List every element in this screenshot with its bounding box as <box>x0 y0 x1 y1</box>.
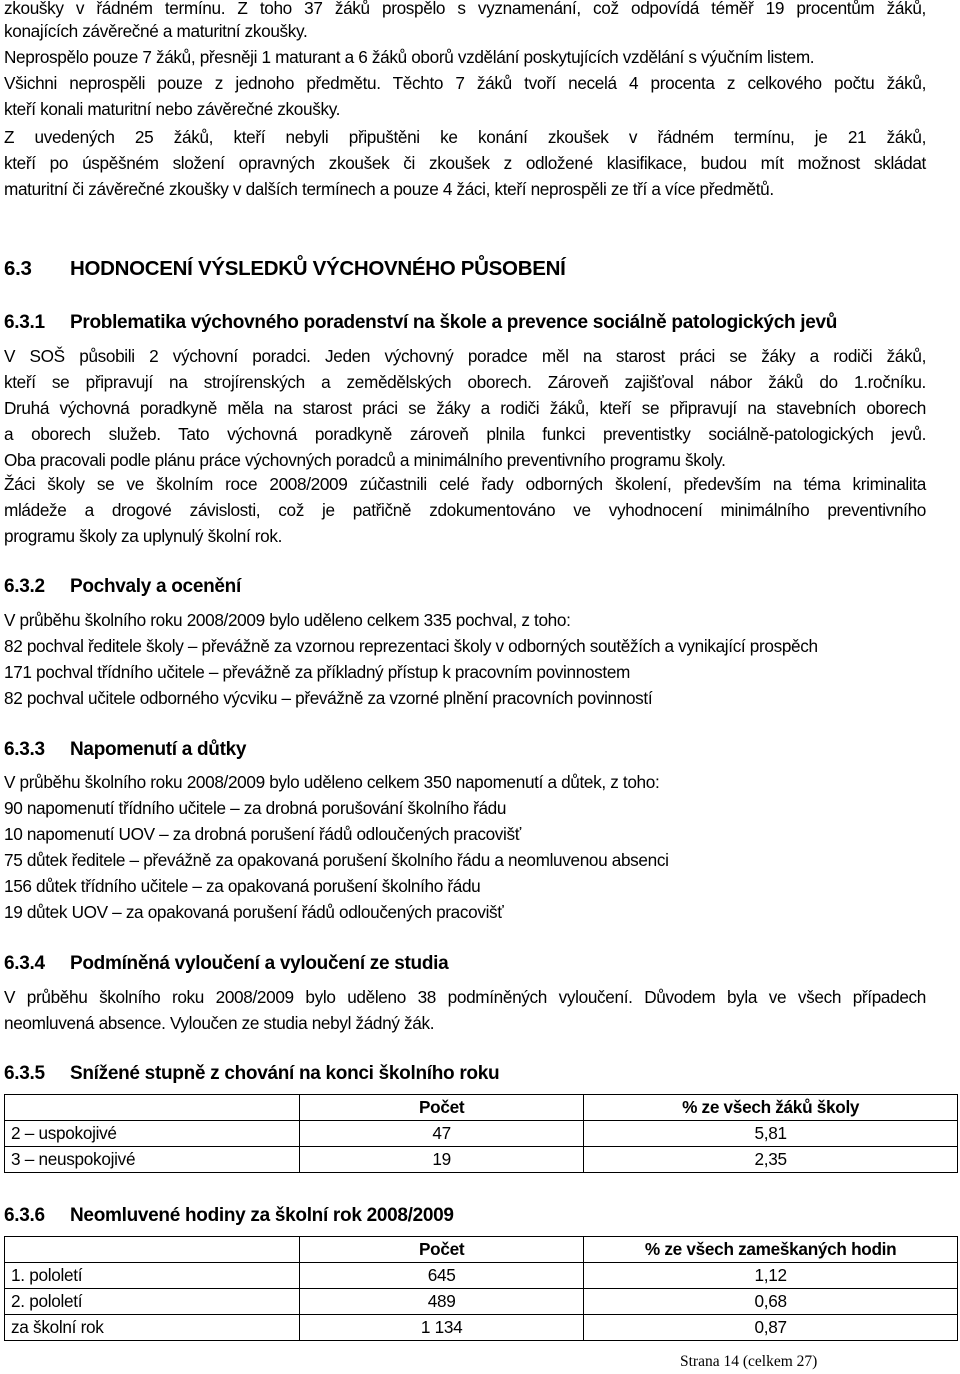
table-cell: 1. pololetí <box>5 1263 300 1289</box>
text-line: programu školy za uplynulý školní rok. <box>4 526 283 546</box>
text-line: mládeže a drogové závislosti, což je patřičně zdokumentováno ve vyhodnocení minimálního preventivního <box>4 500 926 520</box>
table-cell: 489 <box>300 1289 584 1315</box>
unexcused-hours-table <box>4 1236 958 1341</box>
section-title: Problematika výchovného poradenství na škole a prevence sociálně patologických jevů <box>70 312 838 333</box>
table-cell: 5,81 <box>584 1121 958 1147</box>
text-line: a oborech služeb. Tato výchovná poradkyně zároveň plnila funkci preventistky sociálně-patologických jevů. <box>4 424 926 444</box>
section-number: 6.3.4 <box>4 953 45 974</box>
text-line: kteří se připravují na strojírenských a zemědělských oborech. Zároveň zajišťoval nábor žáků do 1.ročníku. <box>4 372 926 392</box>
section-title: Pochvaly a ocenění <box>70 576 241 597</box>
section-title: Podmíněná vyloučení a vyloučení ze studia <box>70 953 449 974</box>
table-cell: 0,87 <box>584 1315 958 1341</box>
table-header-row <box>5 1237 958 1263</box>
table-cell: 1 134 <box>300 1315 584 1341</box>
section-heading-6-3 <box>4 255 565 283</box>
table-row <box>5 1289 958 1315</box>
text-line: 156 důtek třídního učitele – za opakovaná porušení školního řádu <box>4 876 481 896</box>
table-cell: 19 <box>300 1147 584 1173</box>
text-line: 171 pochval třídního učitele – převážně za příkladný přístup k pracovním povinnostem <box>4 662 631 682</box>
table-cell: 47 <box>300 1121 584 1147</box>
section-heading-6-3-5 <box>4 1061 499 1087</box>
section-title: Neomluvené hodiny za školní rok 2008/2009 <box>70 1205 454 1226</box>
table-cell: 2. pololetí <box>5 1289 300 1315</box>
text-line: V SOŠ působili 2 výchovní poradci. Jeden výchovný poradce měl na starost práci se žáky a rodiči žáků, <box>4 346 926 366</box>
text-line: Žáci školy se ve školním roce 2008/2009 zúčastnili celé řady odborných školení, především na téma kriminalita <box>4 474 926 494</box>
table-header-cell <box>5 1237 300 1263</box>
section-heading-6-3-4 <box>4 951 448 977</box>
text-line: Všichni neprospěli pouze z jednoho předmětu. Těchto 7 žáků tvoří necelá 4 procenta z celkového počtu žáků, <box>4 73 926 93</box>
text-line: V průběhu školního roku 2008/2009 bylo uděleno celkem 335 pochval, z toho: <box>4 610 571 630</box>
section-heading-6-3-6 <box>4 1203 454 1229</box>
text-line: kteří konali maturitní nebo závěrečné zkoušky. <box>4 99 341 119</box>
text-line: kteří po úspěšném složení opravných zkoušek či zkoušek z odložené klasifikace, budou mít možnost skládat <box>4 153 926 173</box>
section-heading-6-3-2 <box>4 574 241 600</box>
section-title: Napomenutí a důtky <box>70 739 247 760</box>
page-number: Strana 14 (celkem 27) <box>680 1353 818 1370</box>
table-row <box>5 1147 958 1173</box>
table-row <box>5 1121 958 1147</box>
table-header-cell <box>5 1095 300 1121</box>
section-number: 6.3.2 <box>4 576 45 597</box>
table-header-cell: % ze všech zameškaných hodin <box>584 1237 958 1263</box>
text-line: zkoušky v řádném termínu. Z toho 37 žáků prospělo s vyznamenání, což odpovídá téměř 19 procentům žáků, <box>4 0 926 18</box>
table-row <box>5 1315 958 1341</box>
table-header-cell: % ze všech žáků školy <box>584 1095 958 1121</box>
table-cell: 1,12 <box>584 1263 958 1289</box>
text-line: konajících závěrečné a maturitní zkoušky. <box>4 21 308 41</box>
text-line: Z uvedených 25 žáků, kteří nebyli připuštěni ke konání zkoušek v řádném termínu, je 21 žáků, <box>4 127 926 147</box>
table-header-cell: Počet <box>300 1095 584 1121</box>
table-cell: za školní rok <box>5 1315 300 1341</box>
section-title: Snížené stupně z chování na konci školního roku <box>70 1063 500 1084</box>
table-row <box>5 1263 958 1289</box>
text-line: 82 pochval učitele odborného výcviku – převážně za vzorné plnění pracovních povinností <box>4 688 653 708</box>
text-line: 82 pochval ředitele školy – převážně za vzornou reprezentaci školy v odborných soutěžích a vynikající prospěch <box>4 636 818 656</box>
text-line: 75 důtek ředitele – převážně za opakovaná porušení školního řádu a neomluvenou absenci <box>4 850 669 870</box>
behavior-grades-table <box>4 1094 958 1173</box>
table-cell: 3 – neuspokojivé <box>5 1147 300 1173</box>
text-line: neomluvená absence. Vyloučen ze studia nebyl žádný žák. <box>4 1013 435 1033</box>
table-cell: 2 – uspokojivé <box>5 1121 300 1147</box>
table-cell: 645 <box>300 1263 584 1289</box>
section-number: 6.3.1 <box>4 312 45 333</box>
text-line: 90 napomenutí třídního učitele – za drobná porušování školního řádu <box>4 798 507 818</box>
section-number: 6.3.5 <box>4 1063 45 1084</box>
section-title: HODNOCENÍ VÝSLEDKŮ VÝCHOVNÉHO PŮSOBENÍ <box>70 257 566 280</box>
text-line: maturitní či závěrečné zkoušky v dalších termínech a pouze 4 žáci, kteří neprospěli ze tří a více předmětů. <box>4 179 774 199</box>
text-line: 19 důtek UOV – za opakovaná porušení řádů odloučených pracovišť <box>4 902 504 922</box>
section-heading-6-3-3 <box>4 737 246 763</box>
table-cell: 2,35 <box>584 1147 958 1173</box>
text-line: V průběhu školního roku 2008/2009 bylo uděleno 38 podmíněných vyloučení. Důvodem byla ve všech případech <box>4 987 926 1007</box>
text-line: Druhá výchovná poradkyně měla na starost práci se žáky a rodiči žáků, kteří se připravují na stavebních oborech <box>4 398 926 418</box>
section-number: 6.3.6 <box>4 1205 45 1226</box>
section-number: 6.3 <box>4 257 32 280</box>
section-number: 6.3.3 <box>4 739 45 760</box>
table-header-row <box>5 1095 958 1121</box>
text-line: V průběhu školního roku 2008/2009 bylo uděleno celkem 350 napomenutí a důtek, z toho: <box>4 772 660 792</box>
text-line: Neprospělo pouze 7 žáků, přesněji 1 maturant a 6 žáků oborů vzdělání poskytujících vzdělání s výučním listem. <box>4 47 815 67</box>
text-line: 10 napomenutí UOV – za drobná porušení řádů odloučených pracovišť <box>4 824 521 844</box>
section-heading-6-3-1 <box>4 310 837 336</box>
table-cell: 0,68 <box>584 1289 958 1315</box>
text-line: Oba pracovali podle plánu práce výchovných poradců a minimálního preventivního programu školy. <box>4 450 726 470</box>
table-header-cell: Počet <box>300 1237 584 1263</box>
